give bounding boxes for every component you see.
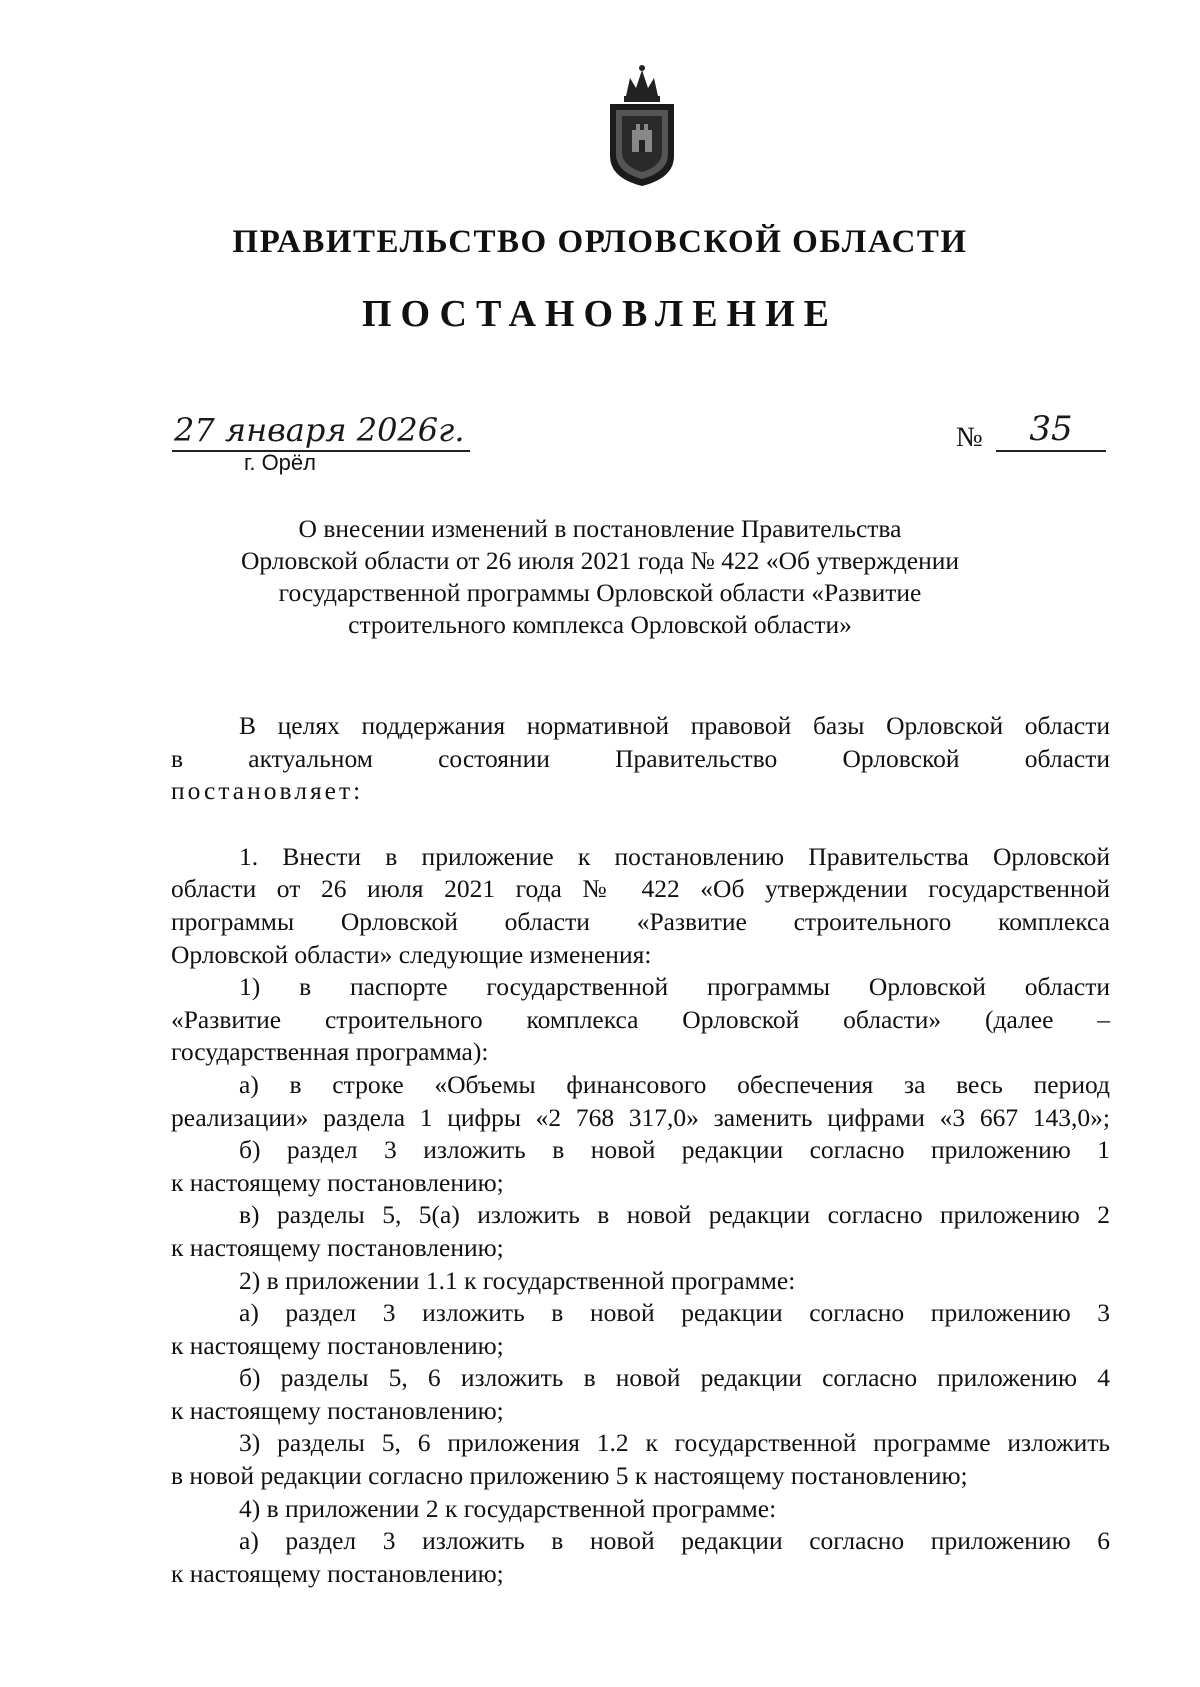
number-label: №	[956, 422, 983, 453]
document-type: ПОСТАНОВЛЕНИЕ	[361, 293, 839, 335]
subitem-4a-paragraph	[171, 1525, 1110, 1590]
body-line: Орловской области» следующие изменения:	[171, 939, 652, 969]
subitem-2a-paragraph	[171, 1297, 1110, 1362]
subitem-4-paragraph	[171, 1493, 1110, 1526]
government-title: ПРАВИТЕЛЬСТВО ОРЛОВСКОЙ ОБЛАСТИ	[232, 224, 968, 260]
body-line: 1. Внести в приложение к постановлению Правительства Орловской	[239, 841, 1110, 871]
body-line: программы Орловской области «Развитие строительного комплекса	[171, 906, 1110, 936]
body-line: к настоящему постановлению;	[171, 1558, 504, 1588]
body-line: 1) в паспорте государственной программы Орловской области	[239, 972, 1110, 1002]
subitem-1b-paragraph	[171, 1134, 1110, 1199]
body-line: 2) в приложении 1.1 к государственной программе:	[239, 1265, 796, 1295]
document-subject	[200, 513, 1000, 641]
body-line: б) раздел 3 изложить в новой редакции согласно приложению 1	[239, 1135, 1110, 1165]
subitem-1-paragraph	[171, 971, 1110, 1069]
subject-line: О внесении изменений в постановление Правительства	[298, 514, 902, 543]
body-line: 3) разделы 5, 6 приложения 1.2 к государственной программе изложить	[239, 1428, 1110, 1458]
subitem-1a-paragraph	[171, 1069, 1110, 1134]
item-1-paragraph	[171, 841, 1110, 971]
body-line: а) раздел 3 изложить в новой редакции согласно приложению 3	[239, 1298, 1110, 1328]
subitem-1c-paragraph	[171, 1199, 1110, 1264]
body-line: к настоящему постановлению;	[171, 1232, 504, 1262]
handwritten-number: 35	[996, 408, 1106, 452]
body-line: к настоящему постановлению;	[171, 1330, 504, 1360]
subitem-3-paragraph	[171, 1427, 1110, 1492]
subitem-2b-paragraph	[171, 1362, 1110, 1427]
subject-line: строительного комплекса Орловской области»	[348, 610, 852, 639]
preamble-paragraph	[171, 710, 1110, 808]
handwritten-date: 27 января 2026г.	[172, 410, 470, 452]
body-line: 4) в приложении 2 к государственной программе:	[239, 1493, 777, 1523]
subject-line: государственной программы Орловской области «Развитие	[278, 578, 922, 607]
body-line: реализации» раздела 1 цифры «2 768 317,0» заменить цифрами «3 667 143,0»;	[171, 1102, 1110, 1132]
body-line: в) разделы 5, 5(а) изложить в новой редакции согласно приложению 2	[239, 1200, 1110, 1230]
body-line: области от 26 июля 2021 года № 422 «Об утверждении государственной	[171, 874, 1110, 904]
body-line: в актуальном состоянии Правительство Орловской области	[171, 743, 1110, 773]
body-line: в новой редакции согласно приложению 5 к настоящему постановлению;	[171, 1461, 968, 1491]
body-line: В целях поддержания нормативной правовой базы Орловской области	[239, 711, 1110, 740]
subject-line: Орловской области от 26 июля 2021 года № 422 «Об утверждении	[240, 546, 960, 575]
body-line: к настоящему постановлению;	[171, 1395, 504, 1425]
body-line: «Развитие строительного комплекса Орловской области» (далее –	[171, 1004, 1110, 1034]
body-line: а) в строке «Объемы финансового обеспечения за весь период	[239, 1069, 1110, 1099]
body-line: к настоящему постановлению;	[171, 1167, 504, 1197]
subitem-2-paragraph	[171, 1265, 1110, 1298]
city-label: г. Орёл	[244, 450, 316, 475]
coat-of-arms-icon	[596, 60, 688, 190]
body-line: государственная программа):	[171, 1037, 489, 1067]
body-line: а) раздел 3 изложить в новой редакции согласно приложению 6	[239, 1526, 1110, 1556]
body-line: постановляет:	[171, 776, 364, 806]
document-body	[171, 710, 1110, 1590]
body-line: б) разделы 5, 6 изложить в новой редакции согласно приложению 4	[239, 1363, 1110, 1393]
